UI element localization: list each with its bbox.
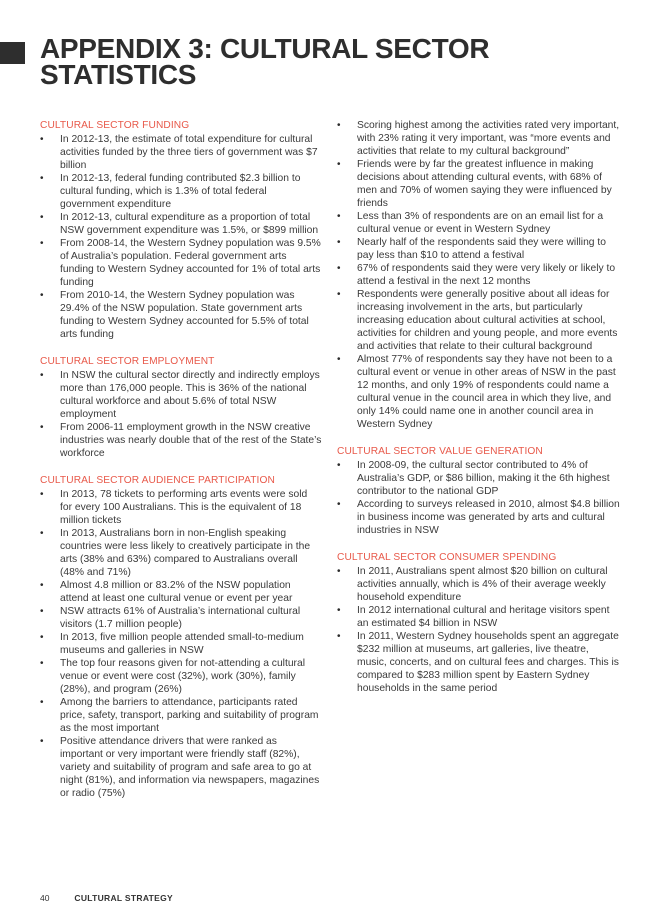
section-employment [40, 355, 322, 460]
section-value-generation [337, 445, 620, 537]
bullet-icon: • [40, 580, 44, 591]
section-funding [40, 119, 322, 341]
section-heading-employment: CULTURAL SECTOR EMPLOYMENT [40, 356, 215, 367]
list-item: • NSW attracts 61% of Australia’s international cultural visitors (1.7 million people) [40, 606, 301, 630]
page-number: 40 [40, 893, 50, 903]
list-item: • Scoring highest among the activities rated very important, with 23% rating it very important, was “more events and activities that relate to my cultural background” [337, 120, 620, 157]
page-title-line2: STATISTICS [40, 59, 197, 90]
bullet-icon: • [40, 489, 44, 500]
bullet-icon: • [40, 290, 44, 301]
left-column [40, 119, 322, 814]
value-list [337, 459, 620, 537]
bullet-icon: • [337, 354, 341, 365]
list-item: • Almost 4.8 million or 83.2% of the NSW population attend at least one cultural venue or event per year [40, 580, 293, 604]
bullet-icon: • [337, 237, 341, 248]
bullet-icon: • [337, 159, 341, 170]
audience-list [40, 488, 322, 800]
list-item: • In 2012-13, federal funding contributed $2.3 billion to cultural funding, which is 1.3% of total federal government expenditure [40, 173, 301, 210]
page-footer [40, 893, 173, 903]
bullet-icon: • [40, 422, 44, 433]
bullet-icon: • [337, 460, 341, 471]
bullet-icon: • [337, 605, 341, 616]
list-item: • Almost 77% of respondents say they have not been to a cultural event or venue in other areas of NSW in the past 12 months, and only 19% of respondents could name a cultural venue in the council area in which they live, and only 14% could name one in another council area in Western Sydney [337, 354, 616, 430]
list-item: • In 2013, Australians born in non-English speaking countries were less likely to creatively participate in the arts (38% and 63%) compared to Australians overall (48% and 71%) [40, 528, 311, 578]
page-title-line1: APPENDIX 3: CULTURAL SECTOR [40, 33, 490, 64]
bullet-icon: • [337, 499, 341, 510]
bullet-icon: • [40, 606, 44, 617]
bullet-icon: • [40, 238, 44, 249]
section-audience [40, 474, 322, 800]
list-item: • From 2008-14, the Western Sydney population was 9.5% of Australia’s population. Federal government arts funding to Western Sydney accounted for 1% of total arts funding [40, 238, 321, 288]
list-item: • In 2013, five million people attended small-to-medium museums and galleries in NSW [40, 632, 304, 656]
bullet-icon: • [40, 173, 44, 184]
list-item: • From 2010-14, the Western Sydney population was 29.4% of the NSW population. State government arts funding to Western Sydney accounted for 5.5% of total arts funding [40, 290, 309, 340]
list-item: • In 2008-09, the cultural sector contributed to 4% of Australia’s GDP, or $86 billion, making it the 6th highest contributor to the national GDP [337, 460, 610, 497]
list-item: • In 2012-13, the estimate of total expenditure for cultural activities funded by the three tiers of government was $7 billion [40, 134, 318, 171]
list-item: • Among the barriers to attendance, participants rated price, safety, transport, parking and suitability of program as the most important [40, 697, 319, 734]
page-title [40, 33, 640, 90]
bullet-icon: • [40, 697, 44, 708]
bullet-icon: • [40, 212, 44, 223]
bullet-icon: • [337, 263, 341, 274]
list-item: • From 2006-11 employment growth in the NSW creative industries was nearly double that of the rest of the State’s workforce [40, 422, 322, 459]
section-heading-consumer: CULTURAL SECTOR CONSUMER SPENDING [337, 552, 557, 563]
section-heading-audience: CULTURAL SECTOR AUDIENCE PARTICIPATION [40, 475, 275, 486]
footer-document-title: CULTURAL STRATEGY [74, 893, 173, 903]
list-item: • Positive attendance drivers that were ranked as important or very important were friendly staff (82%), variety and suitability of program and safe area to go at night (81%), and information via newspapers, magazines or radio (75%) [40, 736, 320, 799]
bullet-icon: • [40, 658, 44, 669]
section-heading-value: CULTURAL SECTOR VALUE GENERATION [337, 446, 543, 457]
audience-continued-list [337, 119, 620, 431]
list-item: • 67% of respondents said they were very likely or likely to attend a festival in the next 12 months [337, 263, 616, 287]
bullet-icon: • [40, 370, 44, 381]
bullet-icon: • [40, 134, 44, 145]
section-consumer-spending [337, 551, 620, 695]
employment-list [40, 369, 322, 460]
list-item: • In 2012 international cultural and heritage visitors spent an estimated $4 billion in NSW [337, 605, 610, 629]
list-item: • Nearly half of the respondents said they were willing to pay less than $10 to attend a festival [337, 237, 606, 261]
list-item: • Less than 3% of respondents are on an email list for a cultural venue or event in Western Sydney [337, 211, 604, 235]
list-item: • In 2013, 78 tickets to performing arts events were sold for every 100 Australians. This is the equivalent of 18 million tickets [40, 489, 308, 526]
bullet-icon: • [40, 632, 44, 643]
list-item: • Friends were by far the greatest influence in making decisions about attending cultural events, with 68% of men and 70% of women saying they were influenced by friends [337, 159, 612, 209]
bullet-icon: • [337, 631, 341, 642]
list-item: • Respondents were generally positive about all ideas for increasing involvement in the arts, but particularly increasing education about cultural activities at school, activities for children and young people, and more events and activities that relate to their cultural background [337, 289, 618, 352]
funding-list [40, 133, 322, 341]
bullet-icon: • [337, 566, 341, 577]
bullet-icon: • [40, 528, 44, 539]
list-item: • In 2011, Australians spent almost $20 billion on cultural activities annually, which is 4% of their average weekly household expenditure [337, 566, 608, 603]
consumer-list [337, 565, 620, 695]
list-item: • The top four reasons given for not-attending a cultural venue or event were cost (32%), work (30%), family (28%), and program (26%) [40, 658, 305, 695]
bullet-icon: • [337, 120, 341, 131]
list-item: • In NSW the cultural sector directly and indirectly employs more than 176,000 people. This is 36% of the national cultural workforce and about 5.6% of total NSW employment [40, 370, 320, 420]
section-audience-continued [337, 119, 620, 431]
bullet-icon: • [337, 289, 341, 300]
bullet-icon: • [40, 736, 44, 747]
list-item: • In 2011, Western Sydney households spent an aggregate $232 million at museums, art galleries, live theatre, music, concerts, and on cultural fees and charges. This is compared to $283 million spent by Eastern Sydney households in the same period [337, 631, 619, 694]
list-item: • According to surveys released in 2010, almost $4.8 billion in business income was generated by arts and cultural industries in NSW [337, 499, 620, 536]
section-heading-funding: CULTURAL SECTOR FUNDING [40, 120, 190, 131]
list-item: • In 2012-13, cultural expenditure as a proportion of total NSW government expenditure was 1.5%, or $899 million [40, 212, 319, 236]
bullet-icon: • [337, 211, 341, 222]
page-marker-block [0, 42, 25, 64]
right-column [337, 119, 620, 709]
